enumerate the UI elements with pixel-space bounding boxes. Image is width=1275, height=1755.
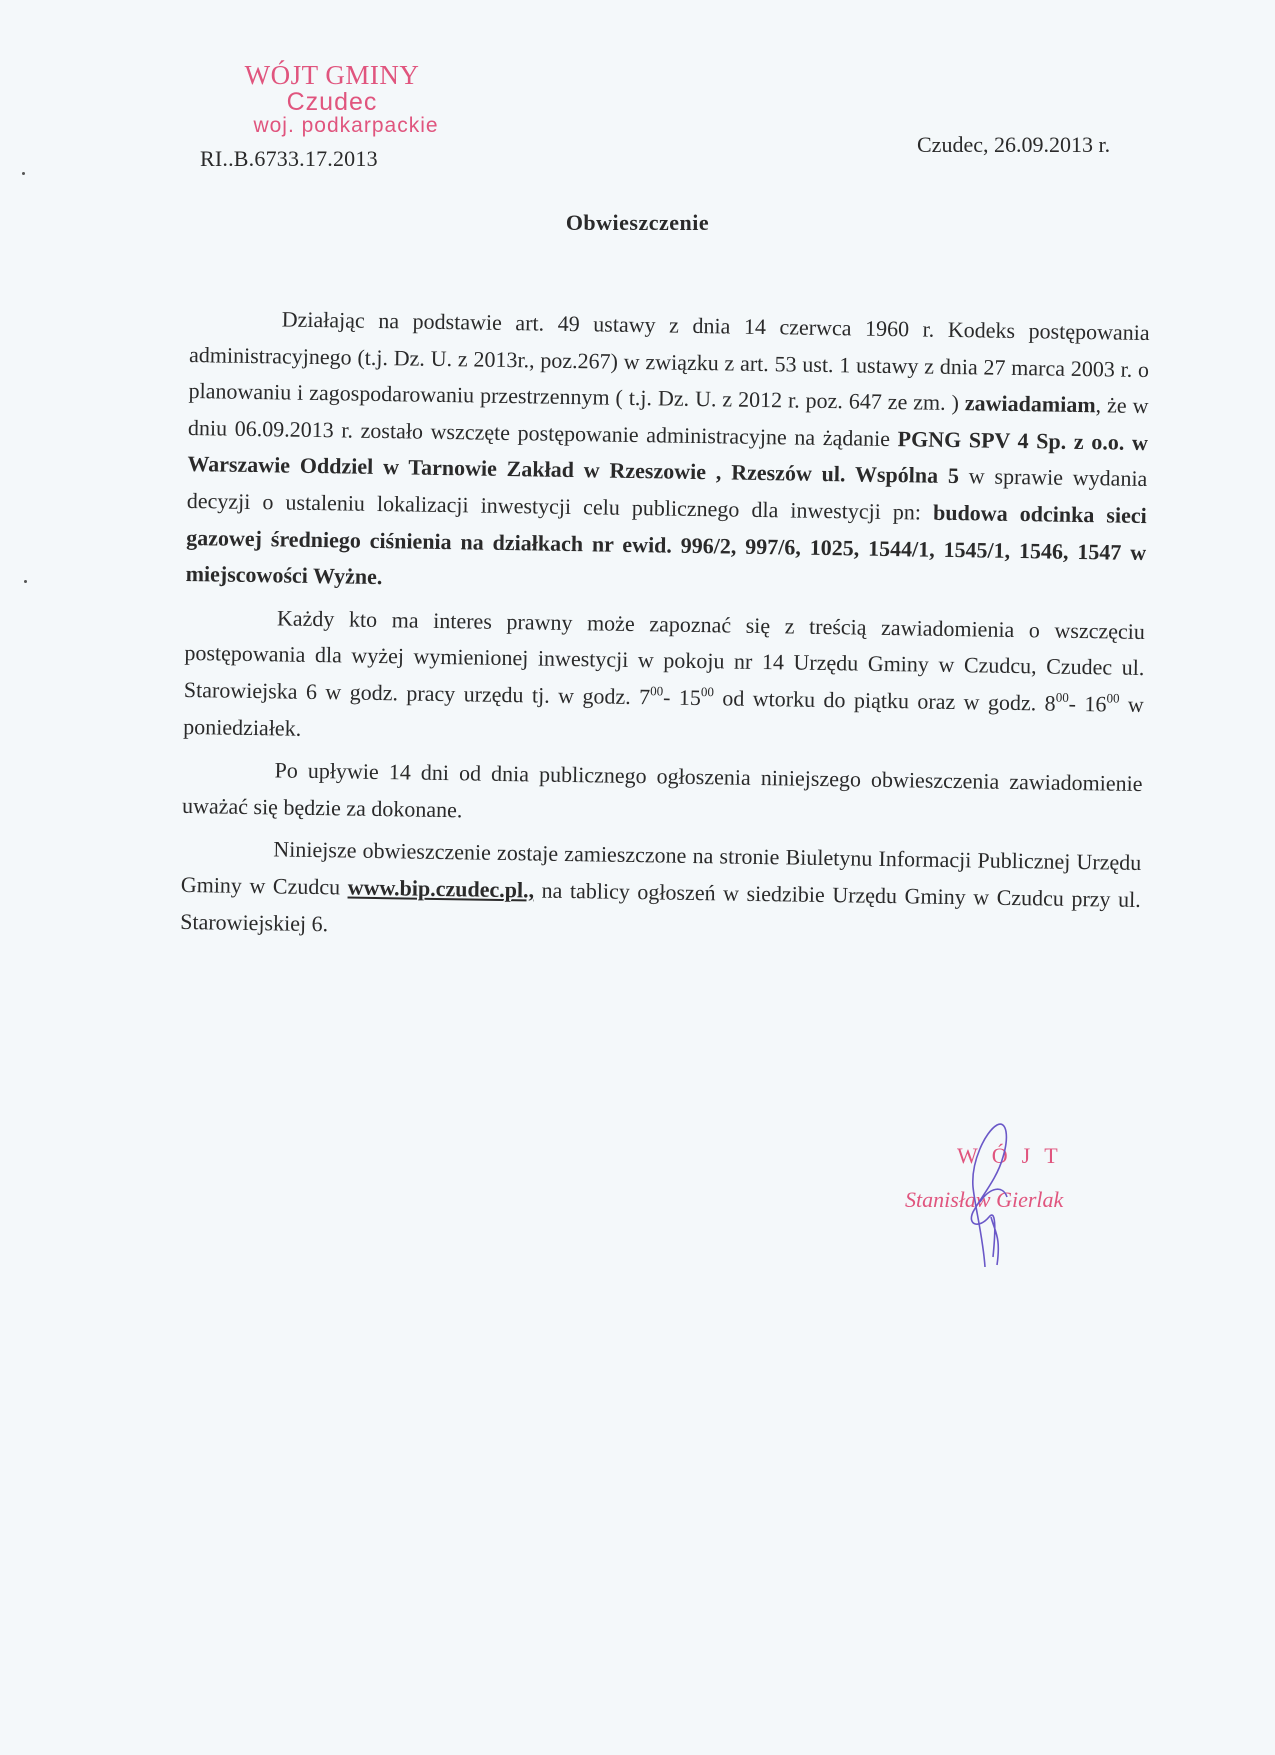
scan-speck xyxy=(24,580,27,583)
handwritten-signature-icon xyxy=(945,1117,1035,1277)
notice-verb: zawiadamiam xyxy=(964,390,1096,418)
stamp-line-2: Czudec xyxy=(286,87,378,116)
paragraph-4: Niniejsze obwieszczenie zostaje zamieszczone na stronie Biuletynu Informacji Publicznej Urzędu Gminy w Czudcu www.bip.czudec.pl., na tablicy ogłoszeń w siedzibie Urzędu Gminy w Czudcu przy ul. Starowiejskiej 6. xyxy=(180,836,1142,936)
document-title: Obwieszczenie xyxy=(565,210,710,235)
stamp-line-3: woj. podkarpackie xyxy=(253,114,439,138)
investment-name: budowa odcinka sieci gazowej średniego ciśnienia na działkach nr ewid. 996/2, 997/6, 1025, 1544/1, 1545/1, 1546, 1547 w miejscowości Wyżne. xyxy=(185,499,1147,590)
document-date: Czudec, 26.09.2013 r. xyxy=(917,132,1111,157)
applicant-name: PGNG SPV 4 Sp. z o.o. w Warszawie Oddziel w Tarnowie Zakład w Rzeszowie , Rzeszów ul. Wspólna 5 xyxy=(187,425,1149,489)
office-stamp xyxy=(222,62,442,136)
bip-link[interactable]: www.bip.czudec.pl., xyxy=(347,874,535,903)
paragraph-1: Działając na podstawie art. 49 ustawy z dnia 14 czerwca 1960 r. Kodeks postępowania administracyjnego (t.j. Dz. U. z 2013r., poz.267) w związku z art. 53 ust. 1 ustawy z dnia 27 marca 2003 r. o planowaniu i zagospodarowaniu przestrzennym ( t.j. Dz. U. z 2012 r. poz. 647 ze zm. ) zawiadamiam, że w dniu 06.09.2013 r. zostało wszczęte postępowanie administracyjne na żądanie PGNG SPV 4 Sp. z o.o. w Warszawie Oddziel w Tarnowie Zakład w Rzeszowie , Rzeszów ul. Wspólna 5 w sprawie wydania decyzji o ustaleniu lokalizacji inwestycji celu publicznego dla inwestycji pn: budowa odcinka sieci gazowej średniego ciśnienia na działkach nr ewid. 996/2, 997/6, 1025, 1544/1, 1545/1, 1546, 1547 w miejscowości Wyżne. xyxy=(185,306,1150,590)
signature-title: WÓJT xyxy=(957,1143,1072,1168)
scan-speck xyxy=(22,172,25,175)
paragraph-2: Każdy kto ma interes prawny może zapoznać się z treścią zawiadomienia o wszczęciu postępowania dla wyżej wymienionej inwestycji w pokoju nr 14 Urzędu Gminy w Czudcu, Czudec ul. Starowiejska 6 w godz. pracy urzędu tj. w godz. $7^{00}-$ $15^{00}$ od wtorku do piątku oraz w godz. $8^{00}-$ $16^{00}$ w poniedziałek. xyxy=(183,605,1146,741)
stamp-line-1: WÓJT GMINY xyxy=(244,60,420,90)
paragraph-3: Po upływie 14 dni od dnia publicznego ogłoszenia niniejszego obwieszczenia zawiadomienie uważać się będzie za dokonane. xyxy=(181,757,1143,823)
signature-name: Stanisław Gierlak xyxy=(905,1187,1064,1212)
document-body xyxy=(180,300,1150,961)
reference-number: RI..B.6733.17.2013 xyxy=(200,146,378,171)
